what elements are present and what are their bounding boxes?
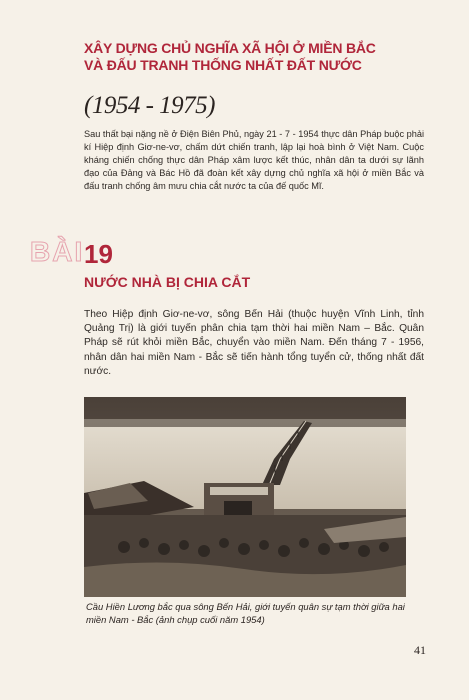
page-number: 41: [414, 643, 426, 657]
hien-luong-bridge-photo: [84, 397, 406, 597]
lesson-label: BÀI: [30, 236, 85, 267]
part-intro-paragraph: Sau thất bại nặng nề ở Điện Biên Phủ, ngày 21 - 7 - 1954 thực dân Pháp buộc phải kí Hiệp định Giơ-ne-vơ, chấm dứt chiến tranh, lập lại hoà bình ở Việt Nam. Cuộc kháng chiến chống thực dân Pháp xâm lược kết thúc, nhân dân ta dưới sự lãnh đạo của Đảng và Bác Hồ đã đoàn kết xây dựng chủ nghĩa xã hội ở miền Bắc và đấu tranh chống âm mưu chia cắt nước ta của đế quốc Mĩ.: [84, 129, 424, 191]
lesson-number: 19: [84, 239, 113, 269]
lesson-body-paragraph: Theo Hiệp định Giơ-ne-vơ, sông Bến Hải (thuộc huyện Vĩnh Linh, tỉnh Quảng Trị) là giới tuyến phân chia tạm thời hai miền Nam – Bắc. Quân Pháp sẽ rút khỏi miền Bắc, chuyển vào miền Nam. Đến tháng 7 - 1956, nhân dân hai miền Nam - Bắc sẽ tiến hành tổng tuyển cử, thống nhất đất nước.: [84, 309, 424, 377]
part-title: [84, 40, 424, 74]
lesson-title: NƯỚC NHÀ BỊ CHIA CẮT: [84, 274, 251, 290]
part-title-line-1: XÂY DỰNG CHỦ NGHĨA XÃ HỘI Ở MIỀN BẮC: [84, 40, 376, 56]
part-title-line-2: VÀ ĐẤU TRANH THỐNG NHẤT ĐẤT NƯỚC: [84, 57, 362, 73]
part-years: (1954 - 1975): [84, 92, 215, 119]
photo-caption: Cầu Hiền Lương bắc qua sông Bến Hải, giới tuyến quân sự tạm thời giữa hai miền Nam - Bắc (ảnh chụp cuối năm 1954): [86, 601, 405, 625]
